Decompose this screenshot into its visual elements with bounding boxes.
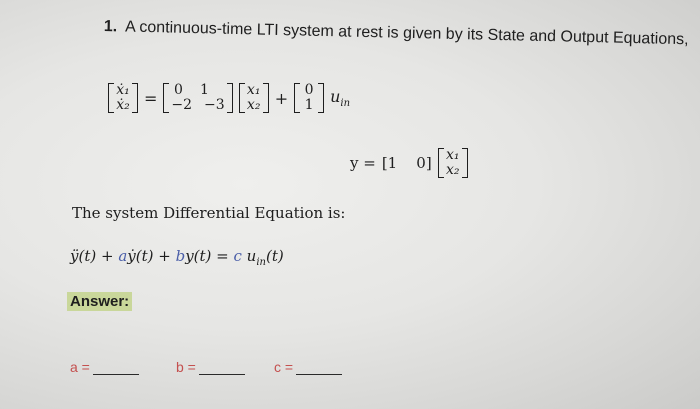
answer-label: Answer: xyxy=(67,292,132,311)
a11: 0 xyxy=(173,82,183,98)
a21: −2 xyxy=(171,97,193,113)
question-text: A continuous-time LTI system at rest is given by its State and Output Equations, xyxy=(124,18,689,49)
state-equation xyxy=(108,83,350,113)
coef-b: b xyxy=(175,247,186,265)
x2-out: x₂ xyxy=(445,162,460,178)
matrix-c: [1 0] xyxy=(381,154,432,172)
blank-a[interactable]: a = xyxy=(70,359,139,375)
c1: 1 xyxy=(387,154,398,172)
question-line xyxy=(104,18,689,49)
x1-dot: ẋ₁ xyxy=(116,82,130,98)
input-symbol: $u_{in}$ xyxy=(330,86,351,110)
state-derivative-vector xyxy=(108,83,138,113)
differential-equation: ÿ(t) + aẏ(t) + by(t) = c $u_{in}(t)$ xyxy=(70,247,284,268)
output-state-vector xyxy=(438,148,468,178)
c2: 0 xyxy=(416,154,426,172)
output-equation xyxy=(350,148,468,178)
coef-c: c xyxy=(233,247,242,265)
state-vector xyxy=(239,83,269,113)
x2: x₂ xyxy=(246,97,261,113)
question-number: 1. xyxy=(103,18,118,36)
b1: 0 xyxy=(304,82,314,98)
equals-sign: = xyxy=(144,88,158,108)
matrix-b xyxy=(294,83,324,113)
matrix-a xyxy=(163,83,232,113)
x1-out: x₁ xyxy=(445,147,460,163)
blank-c[interactable]: c = xyxy=(274,359,342,375)
b2: 1 xyxy=(304,97,314,113)
output-lhs: y = xyxy=(350,154,376,172)
coef-a: a xyxy=(118,247,128,265)
system-title: The system Differential Equation is: xyxy=(72,204,346,222)
blank-b[interactable]: b = xyxy=(176,359,245,375)
x2-dot: ẋ₂ xyxy=(116,97,130,113)
a22: −3 xyxy=(204,97,225,113)
a12: 1 xyxy=(199,82,209,98)
plus-sign: + xyxy=(274,88,289,108)
x1: x₁ xyxy=(246,82,261,98)
